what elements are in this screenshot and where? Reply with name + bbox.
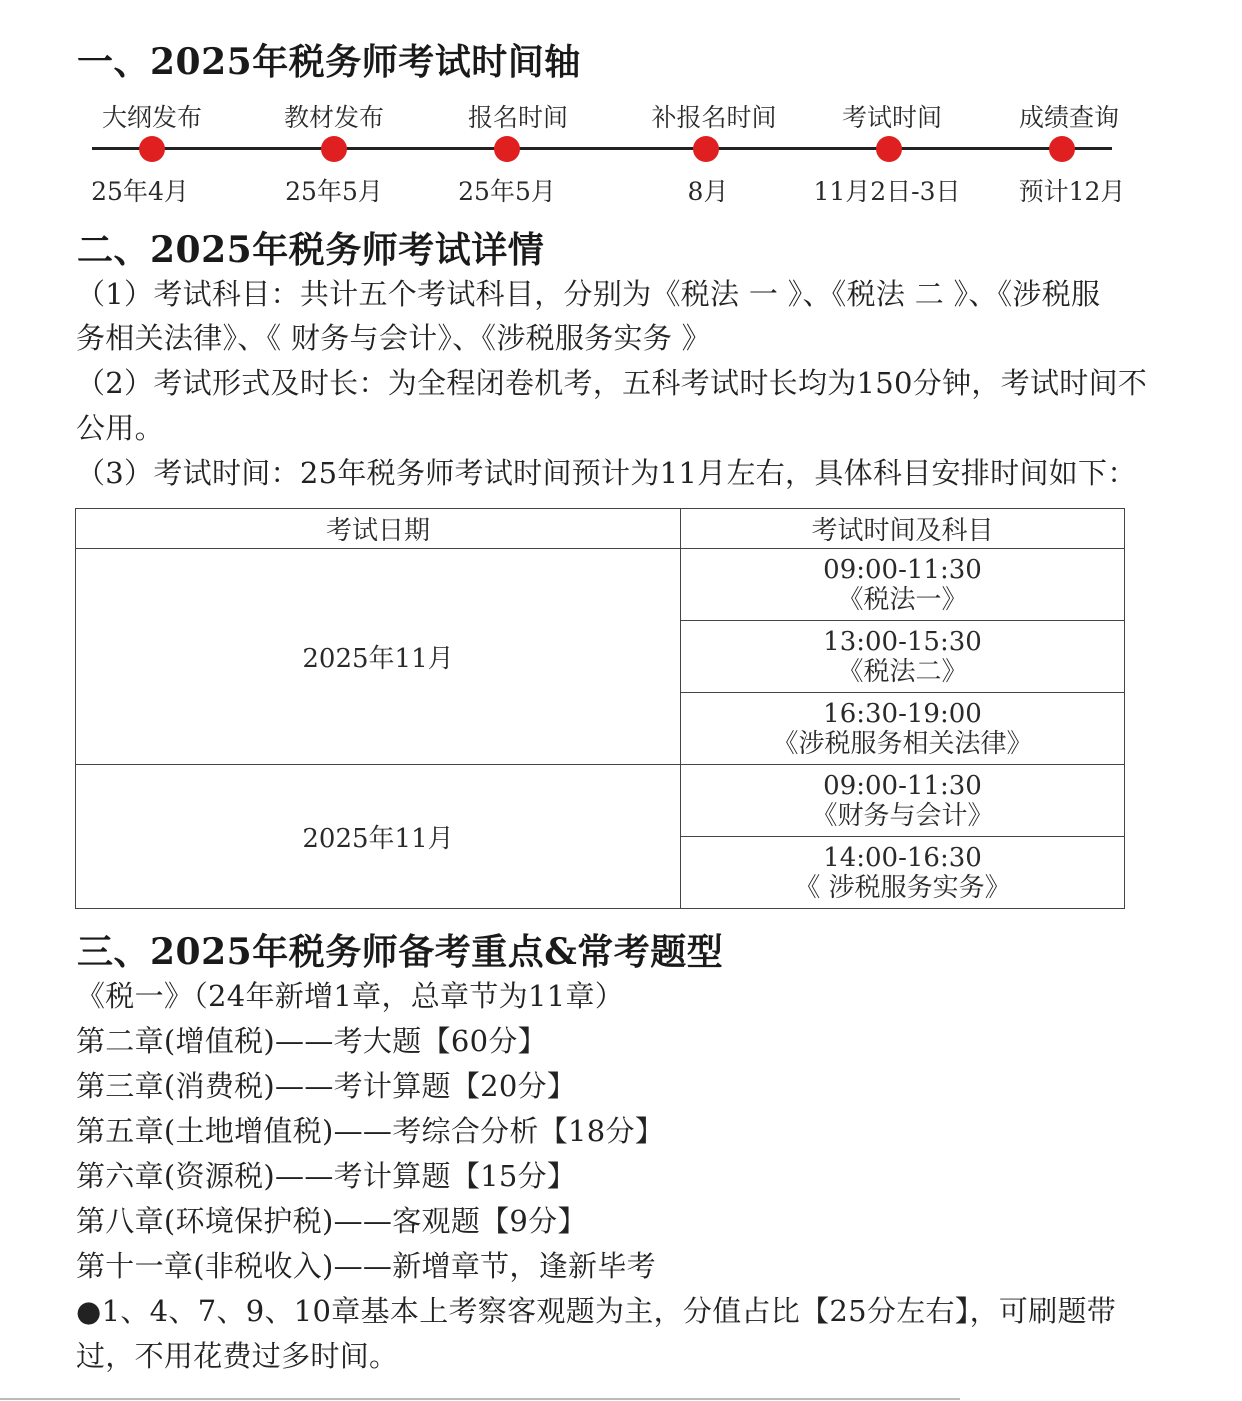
section2-title: 二、2025年税务师考试详情 (77, 229, 545, 271)
slot-subject: 《税法一》 (837, 584, 968, 615)
slot-subject: 《 涉税服务实务》 (794, 872, 1011, 903)
slot-time: 09:00-11:30 (823, 770, 982, 801)
table-cell-slot (681, 549, 1125, 621)
paragraph-time: （3）考试时间：25年税务师考试时间预计为11月左右，具体科目安排时间如下： (76, 456, 1137, 490)
slot-subject: 《财务与会计》 (811, 800, 994, 831)
list-item: 第三章(消费税)——考计算题【20分】 (76, 1069, 577, 1103)
list-item: 第五章(土地增值税)——考综合分析【18分】 (76, 1114, 665, 1148)
table-row (76, 765, 1125, 837)
timeline-label: 考试时间 (841, 103, 943, 132)
table-cell-slot (681, 621, 1125, 693)
paragraph-subjects: （1）考试科目：共计五个考试科目，分别为《税法 一 》、《税法 二 》、《涉税服 (76, 277, 1101, 311)
timeline-label: 成绩查询 (1018, 103, 1120, 132)
timeline-date: 11月2日-3日 (813, 177, 961, 206)
timeline-dot (876, 136, 902, 162)
timeline-label: 报名时间 (467, 103, 569, 132)
table-cell-slot (681, 693, 1125, 765)
note-line: ●1、4、7、9、10章基本上考察客观题为主，分值占比【25分左右】，可刷题带 (76, 1294, 1117, 1328)
table-cell-date: 2025年11月 (76, 549, 681, 765)
list-item: 第二章(增值税)——考大题【60分】 (76, 1024, 547, 1058)
table-cell-date: 2025年11月 (76, 765, 681, 909)
section1-title: 一、2025年税务师考试时间轴 (77, 41, 581, 83)
timeline-dot (321, 136, 347, 162)
timeline-label: 教材发布 (283, 103, 385, 132)
table-cell-slot (681, 765, 1125, 837)
slot-subject: 《税法二》 (837, 656, 968, 687)
timeline-date: 预计12月 (1018, 177, 1126, 206)
list-item: 第六章(资源税)——考计算题【15分】 (76, 1159, 577, 1193)
section3-subtitle: 《税一》（24年新增1章，总章节为11章） (76, 979, 625, 1013)
slot-time: 14:00-16:30 (823, 842, 982, 873)
timeline-date: 8月 (687, 177, 729, 206)
slot-time: 13:00-15:30 (823, 626, 982, 657)
table-header-row (76, 509, 1125, 549)
slot-time: 09:00-11:30 (823, 554, 982, 585)
timeline-label: 补报名时间 (651, 103, 777, 132)
timeline-date: 25年5月 (458, 177, 556, 206)
timeline-date: 25年4月 (91, 177, 189, 206)
table-row (76, 549, 1125, 621)
slot-subject: 《涉税服务相关法律》 (772, 728, 1033, 759)
table-header-date: 考试日期 (76, 509, 681, 549)
timeline-line (92, 147, 1112, 150)
list-item: 第八章(环境保护税)——客观题【9分】 (76, 1204, 587, 1238)
paragraph-format-cont: 公用。 (76, 411, 164, 445)
slot-time: 16:30-19:00 (823, 698, 982, 729)
bottom-divider (0, 1398, 960, 1400)
timeline-dot (693, 136, 719, 162)
timeline-label: 大纲发布 (101, 103, 203, 132)
timeline-dot (494, 136, 520, 162)
table-header-time: 考试时间及科目 (681, 509, 1125, 549)
timeline-dot (139, 136, 165, 162)
paragraph-format: （2）考试形式及时长：为全程闭卷机考，五科考试时长均为150分钟，考试时间不 (76, 366, 1148, 400)
timeline-date: 25年5月 (285, 177, 383, 206)
note-line-cont: 过，不用花费过多时间。 (76, 1339, 399, 1373)
schedule-table (75, 508, 1125, 909)
timeline-dot (1049, 136, 1075, 162)
paragraph-subjects-cont: 务相关法律》、《 财务与会计》、《涉税服务实务 》 (76, 321, 711, 355)
section3-title: 三、2025年税务师备考重点&常考题型 (77, 931, 724, 973)
table-cell-slot (681, 837, 1125, 909)
list-item: 第十一章(非税收入)——新增章节，逢新毕考 (76, 1249, 656, 1283)
